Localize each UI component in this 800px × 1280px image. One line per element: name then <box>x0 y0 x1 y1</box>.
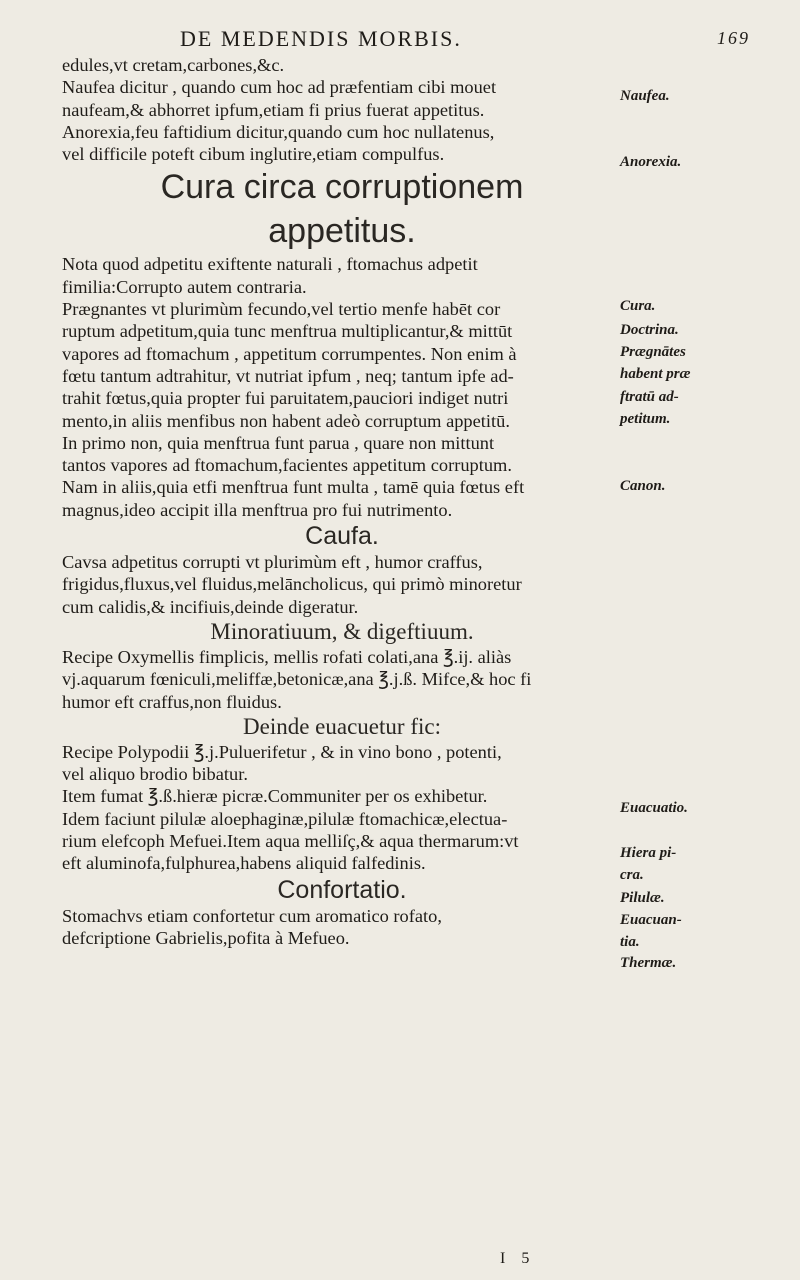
section-heading: Cura circa corruptionem <box>160 168 524 207</box>
margin-note: ftratū ad- <box>620 389 679 405</box>
text-line: humor eft craffus,non fluidus. <box>62 691 282 712</box>
text-line: Naufea dicitur , quando cum hoc ad præfentiam cibi mouet <box>62 77 497 98</box>
text-line: magnus,ideo accipit illa menftrua pro fui nutrimento. <box>62 499 453 520</box>
text-line: Prægnantes vt plurimùm fecundo,vel tertio menfe habēt cor <box>62 299 501 320</box>
margin-note: habent præ <box>620 366 691 382</box>
margin-note: petitum. <box>620 411 671 427</box>
text-line: Recipe Oxymellis fimplicis, mellis rofati colati,ana ℥.ij. aliàs <box>62 646 512 667</box>
text-line: Nota quod adpetitu exiftente naturali , ftomachus adpetit <box>62 254 478 275</box>
text-line: cum calidis,& incifiuis,deinde digeratur. <box>62 596 359 617</box>
section-heading: appetitus. <box>268 212 416 251</box>
page-header <box>62 20 760 54</box>
text-line: Recipe Polypodii ℥.j.Puluerifetur , & in vino bono , potenti, <box>62 741 502 762</box>
margin-note: Thermæ. <box>620 955 677 971</box>
text-line: mento,in aliis menfibus non habent adeò corruptum appetitū. <box>62 410 510 431</box>
text-line: edules,vt cretam,carbones,&c. <box>62 55 285 75</box>
margin-note: Anorexia. <box>620 154 682 170</box>
section-heading: Deinde euacuetur fic: <box>243 713 441 739</box>
text-line: Anorexia,feu faftidium dicitur,quando cum hoc nullatenus, <box>62 121 495 142</box>
margin-note: Euacuan- <box>620 912 682 928</box>
text-line: tantos vapores ad ftomachum,facientes appetitum corruptum. <box>62 455 512 476</box>
margin-note: Naufea. <box>620 88 670 104</box>
text-line: Item fumat ℥.ß.hieræ picræ.Communiter per os exhibetur. <box>62 786 488 807</box>
margin-note: cra. <box>620 867 644 883</box>
text-line: vj.aquarum fœniculi,meliffæ,betonicæ,ana ℥.j.ß. Mifce,& hoc fi <box>62 669 532 690</box>
text-body <box>62 54 622 949</box>
section-heading: Caufa. <box>305 522 379 551</box>
text-line: trahit fœtus,quia propter fui paruitatem,pauciori indiget nutri <box>62 388 509 409</box>
page-number: 169 <box>717 28 750 48</box>
margin-note: Doctrina. <box>620 322 679 338</box>
text-line: vel aliquo brodio bibatur. <box>62 764 248 785</box>
margin-note: Canon. <box>620 478 666 494</box>
margin-note: tia. <box>620 934 640 950</box>
margin-note: Prægnātes <box>620 344 686 360</box>
text-line: eft aluminofa,fulphurea,habens aliquid falfedinis. <box>62 853 426 874</box>
margin-note: Cura. <box>620 298 656 314</box>
text-line: fœtu tantum adtrahitur, vt nutriat ipfum , neq; tantum ipfe ad- <box>62 365 514 386</box>
text-line: vel difficile poteft cibum inglutire,etiam compulfus. <box>62 144 445 165</box>
text-line: fimilia:Corrupto autem contraria. <box>62 276 307 297</box>
text-line: vapores ad ftomachum , appetitum corrumpentes. Non enim à <box>62 343 517 364</box>
signature-mark: I 5 <box>500 1250 536 1267</box>
text-line: defcriptione Gabrielis,pofita à Mefueo. <box>62 927 350 948</box>
section-heading: Confortatio. <box>277 875 407 904</box>
text-line: frigidus,fluxus,vel fluidus,melāncholicus, qui primò minoretur <box>62 574 522 595</box>
text-line: In primo non, quia menftrua funt parua , quare non mittunt <box>62 432 495 453</box>
text-line: Nam in aliis,quia etfi menftrua funt multa , tamē quia fœtus eft <box>62 477 525 498</box>
text-line: ruptum adpetitum,quia tunc menftrua multiplicantur,& mittūt <box>62 321 513 342</box>
margin-note: Hiera pi- <box>620 845 677 861</box>
text-line: Idem faciunt pilulæ aloephaginæ,pilulæ ftomachicæ,electua- <box>62 808 508 829</box>
running-head: DE MEDENDIS MORBIS. <box>180 26 462 51</box>
text-line: Cavsa adpetitus corrupti vt plurimùm eft , humor craffus, <box>62 552 483 573</box>
section-heading: Minoratiuum, & digeftiuum. <box>210 618 474 644</box>
margin-note: Euacuatio. <box>620 800 688 816</box>
text-line: naufeam,& abhorret ipfum,etiam fi prius fuerat appetitus. <box>62 99 485 120</box>
margin-note: Pilulæ. <box>620 890 665 906</box>
text-line: rium elefcoph Mefuei.Item aqua melliſç,& aqua thermarum:vt <box>62 831 519 852</box>
text-line: Stomachvs etiam confortetur cum aromatico rofato, <box>62 905 442 926</box>
